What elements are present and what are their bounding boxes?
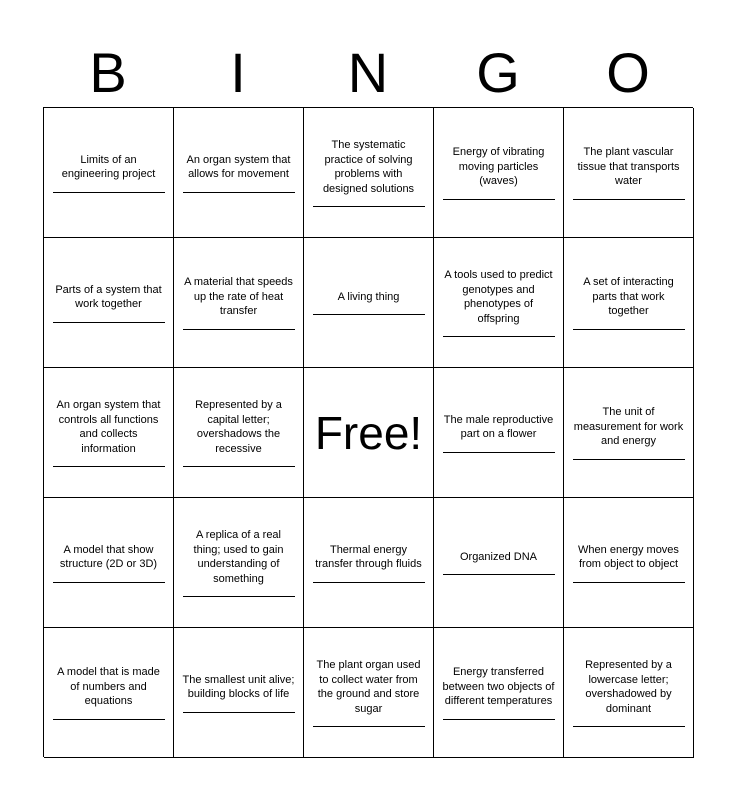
answer-line [573,716,685,727]
answer-line [313,196,425,207]
answer-line [53,572,165,583]
free-space-label: Free! [314,406,423,459]
cell-clue: A living thing [337,290,400,303]
bingo-cell[interactable] [44,108,174,238]
bingo-cell[interactable] [434,498,564,628]
header-letter-b: B [89,41,127,104]
answer-line [183,182,295,193]
answer-line [53,456,165,467]
bingo-cell[interactable] [44,628,174,758]
cell-clue: Represented by a capital letter; overshadows the recessive [195,399,282,455]
bingo-board [43,107,693,757]
cell-clue: A material that speeds up the rate of heat transfer [184,276,293,318]
bingo-cell[interactable] [434,238,564,368]
cell-clue: A replica of a real thing; used to gain understanding of something [193,529,284,585]
cell-clue: The plant organ used to collect water from the ground and store sugar [316,659,421,715]
bingo-cell[interactable] [434,108,564,238]
answer-line [183,456,295,467]
cell-clue: A model that is made of numbers and equations [57,666,160,708]
header-letter-g: G [476,41,520,104]
cell-clue: An organ system that controls all functions and collects information [56,399,161,455]
cell-clue: Represented by a lowercase letter; overshadowed by dominant [585,659,672,715]
bingo-cell[interactable] [564,368,694,498]
header-letter-n: N [347,41,389,104]
answer-line [573,189,685,200]
free-space-cell[interactable] [304,368,434,498]
cell-clue: Thermal energy transfer through fluids [315,543,422,570]
answer-line [53,312,165,323]
answer-line [53,182,165,193]
bingo-header [43,38,693,108]
answer-line [573,449,685,460]
bingo-cell[interactable] [44,368,174,498]
cell-clue: The unit of measurement for work and energy [573,406,684,448]
bingo-cell[interactable] [304,498,434,628]
answer-line [443,442,555,453]
answer-line [183,702,295,713]
answer-line [443,564,555,575]
bingo-cell[interactable] [44,498,174,628]
cell-clue: Energy transferred between two objects of different temperatures [442,666,555,708]
bingo-cell[interactable] [564,108,694,238]
bingo-cell[interactable] [174,108,304,238]
answer-line [443,709,555,720]
answer-line [183,586,295,597]
cell-clue: Limits of an engineering project [61,153,156,180]
cell-clue: The smallest unit alive; building blocks of life [182,673,295,700]
bingo-cell[interactable] [44,238,174,368]
cell-clue: An organ system that allows for movement [186,153,291,180]
answer-line [573,572,685,583]
bingo-cell[interactable] [304,628,434,758]
bingo-cell[interactable] [174,368,304,498]
bingo-cell[interactable] [564,628,694,758]
bingo-cell[interactable] [174,238,304,368]
cell-clue: Energy of vibrating moving particles (waves) [452,146,545,188]
cell-clue: The plant vascular tissue that transports water [577,146,680,188]
cell-clue: Organized DNA [459,550,538,563]
answer-line [313,572,425,583]
cell-clue: A tools used to predict genotypes and phenotypes of offspring [444,269,553,325]
answer-line [313,304,425,315]
cell-clue: The systematic practice of solving problems with designed solutions [322,139,415,195]
answer-line [53,709,165,720]
answer-line [443,326,555,337]
bingo-cell[interactable] [434,628,564,758]
answer-line [183,319,295,330]
answer-line [443,189,555,200]
cell-clue: The male reproductive part on a flower [443,413,554,440]
header-letter-o: O [606,41,650,104]
bingo-cell[interactable] [174,498,304,628]
header-letter-i: I [230,41,246,104]
cell-clue: A model that show structure (2D or 3D) [59,543,158,570]
bingo-cell[interactable] [304,108,434,238]
cell-clue: Parts of a system that work together [55,283,162,310]
cell-clue: When energy moves from object to object [578,543,679,570]
answer-line [313,716,425,727]
bingo-cell[interactable] [434,368,564,498]
bingo-cell[interactable] [564,238,694,368]
answer-line [573,319,685,330]
bingo-cell[interactable] [564,498,694,628]
cell-clue: A set of interacting parts that work together [583,276,674,318]
bingo-cell[interactable] [304,238,434,368]
bingo-cell[interactable] [174,628,304,758]
